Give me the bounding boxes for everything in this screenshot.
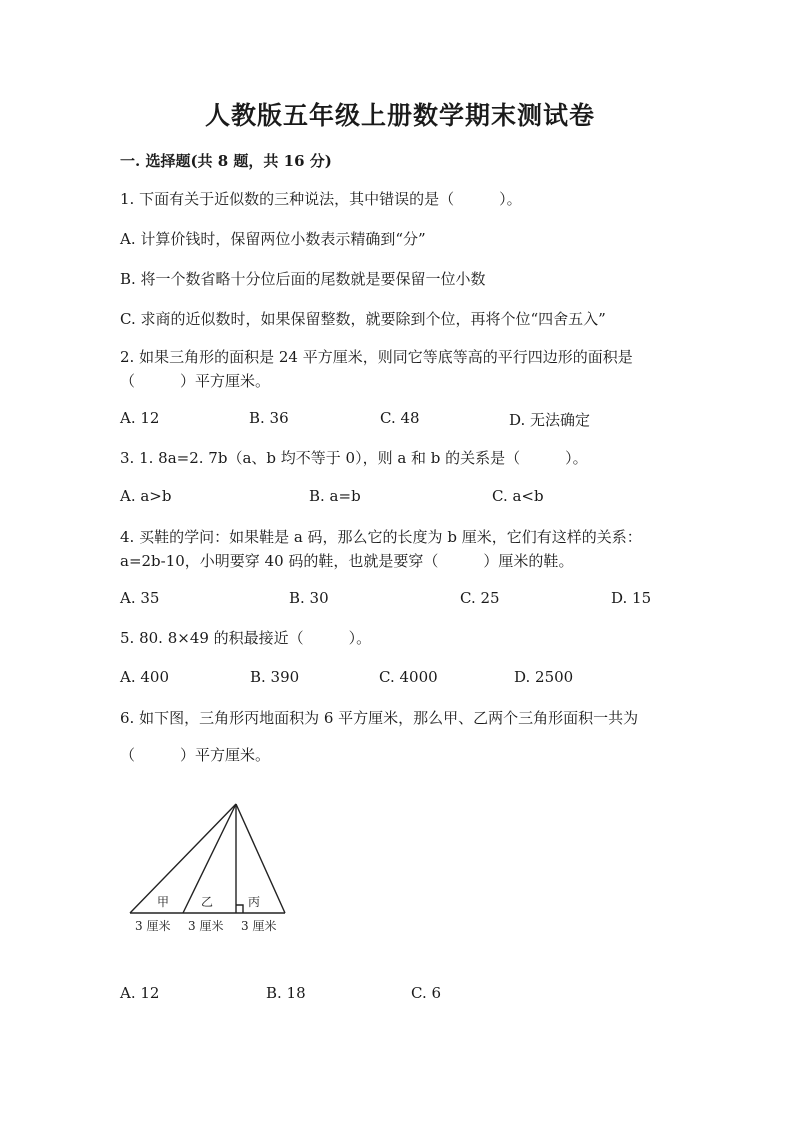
figure-label-yi: 乙	[201, 895, 214, 909]
question-3-option-a: A. a>b	[120, 487, 172, 505]
question-5-option-a: A. 400	[120, 668, 169, 686]
question-3-option-c: C. a<b	[492, 487, 544, 505]
figure-label-jia: 甲	[157, 895, 170, 909]
figure-base-label-1: 3 厘米	[135, 919, 171, 933]
question-6-stem-line1: 6. 如下图，三角形丙地面积为 6 平方厘米，那么甲、乙两个三角形面积一共为	[120, 709, 639, 727]
question-2-option-a: A. 12	[120, 409, 160, 427]
page-title: 人教版五年级上册数学期末测试卷	[204, 101, 595, 130]
question-2-stem-line2: （ ）平方厘米。	[120, 372, 271, 390]
question-1-option-b: B. 将一个数省略十分位后面的尾数就是要保留一位小数	[120, 270, 486, 288]
question-1-option-a: A. 计算价钱时，保留两位小数表示精确到“分”	[120, 230, 426, 248]
figure-base-label-2: 3 厘米	[188, 919, 224, 933]
triangle-figure	[125, 795, 300, 940]
question-5-option-d: D. 2500	[514, 668, 574, 686]
question-2-option-b: B. 36	[249, 409, 289, 427]
question-6-option-c: C. 6	[411, 984, 442, 1002]
question-6-stem-line2: （ ）平方厘米。	[120, 746, 271, 764]
question-4-option-a: A. 35	[120, 589, 160, 607]
question-3-option-b: B. a=b	[309, 487, 361, 505]
question-6-option-b: B. 18	[266, 984, 306, 1002]
question-4-stem-line1: 4. 买鞋的学问：如果鞋是 a 码，那么它的长度为 b 厘米，它们有这样的关系：	[120, 528, 642, 546]
question-1-stem: 1. 下面有关于近似数的三种说法，其中错误的是（ ）。	[120, 190, 522, 208]
question-4-option-c: C. 25	[460, 589, 500, 607]
question-4-option-d: D. 15	[611, 589, 652, 607]
figure-base-label-3: 3 厘米	[241, 919, 277, 933]
question-4-option-b: B. 30	[289, 589, 329, 607]
question-5-option-b: B. 390	[250, 668, 300, 686]
question-2-option-c: C. 48	[380, 409, 420, 427]
question-3-stem: 3. 1. 8a=2. 7b（a、b 均不等于 0），则 a 和 b 的关系是（ ）。	[120, 449, 588, 467]
question-2-stem-line1: 2. 如果三角形的面积是 24 平方厘米，则同它等底等高的平行四边形的面积是	[120, 348, 633, 366]
question-6-option-a: A. 12	[120, 984, 160, 1002]
figure-label-bing: 丙	[248, 895, 261, 909]
right-angle-mark	[236, 905, 243, 913]
figure-left-edge	[130, 804, 236, 913]
figure-right-edge	[236, 804, 285, 913]
question-5-option-c: C. 4000	[379, 668, 438, 686]
section-heading: 一. 选择题(共 8 题，共 16 分)	[120, 152, 332, 170]
question-2-option-d: D. 无法确定	[509, 411, 591, 429]
question-4-stem-line2: a=2b-10，小明要穿 40 码的鞋，也就是要穿（ ）厘米的鞋。	[120, 552, 574, 570]
question-5-stem: 5. 80. 8×49 的积最接近（ ）。	[120, 629, 372, 647]
question-1-option-c: C. 求商的近似数时，如果保留整数，就要除到个位，再将个位“四舍五入”	[120, 310, 606, 328]
